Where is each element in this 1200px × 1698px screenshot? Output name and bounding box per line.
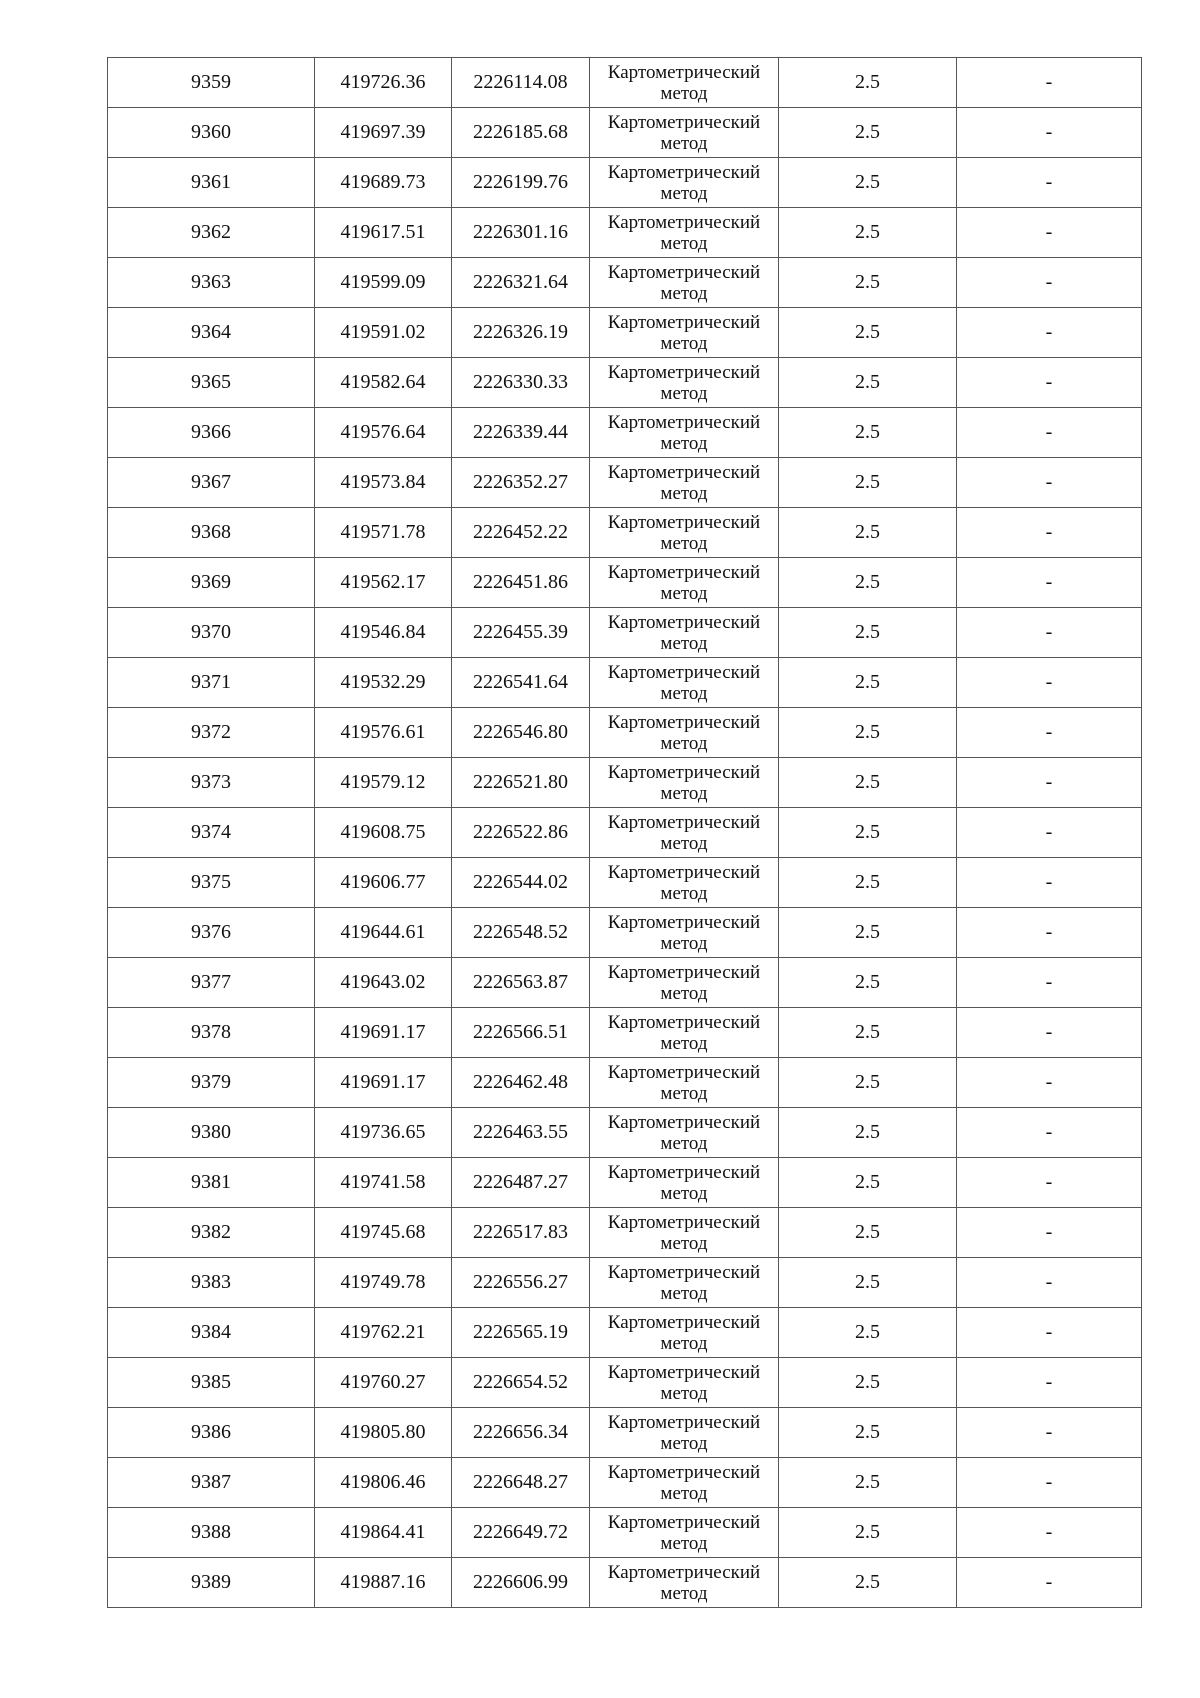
x-coordinate-cell: 419571.78 (315, 508, 452, 558)
description-cell: - (957, 308, 1142, 358)
description-cell: - (957, 1158, 1142, 1208)
method-line-1: Картометрический (607, 1211, 761, 1233)
method-cell (590, 1558, 779, 1608)
y-coordinate-cell: 2226339.44 (452, 408, 590, 458)
y-coordinate-cell: 2226462.48 (452, 1058, 590, 1108)
description-cell: - (957, 808, 1142, 858)
method-line-2: метод (660, 1032, 708, 1054)
method-line-2: метод (660, 732, 708, 754)
method-line-2: метод (660, 1182, 708, 1204)
error-value-cell: 2.5 (779, 1508, 957, 1558)
x-coordinate-cell: 419745.68 (315, 1208, 452, 1258)
method-line-1: Картометрический (607, 261, 761, 283)
x-coordinate-cell: 419691.17 (315, 1058, 452, 1108)
y-coordinate-cell: 2226452.22 (452, 508, 590, 558)
method-cell (590, 708, 779, 758)
description-cell: - (957, 158, 1142, 208)
point-number-cell: 9367 (108, 458, 315, 508)
method-line-1: Картометрический (607, 311, 761, 333)
error-value-cell: 2.5 (779, 1058, 957, 1108)
y-coordinate-cell: 2226566.51 (452, 1008, 590, 1058)
table-row (108, 1158, 1142, 1208)
description-cell: - (957, 1108, 1142, 1158)
point-number-cell: 9381 (108, 1158, 315, 1208)
description-cell: - (957, 608, 1142, 658)
description-cell: - (957, 458, 1142, 508)
method-line-1: Картометрический (607, 1411, 761, 1433)
error-value-cell: 2.5 (779, 808, 957, 858)
method-line-2: метод (660, 882, 708, 904)
table-row (108, 558, 1142, 608)
method-cell (590, 158, 779, 208)
error-value-cell: 2.5 (779, 358, 957, 408)
method-line-2: метод (660, 382, 708, 404)
description-cell: - (957, 558, 1142, 608)
y-coordinate-cell: 2226455.39 (452, 608, 590, 658)
x-coordinate-cell: 419736.65 (315, 1108, 452, 1158)
description-cell: - (957, 1408, 1142, 1458)
description-cell: - (957, 258, 1142, 308)
y-coordinate-cell: 2226326.19 (452, 308, 590, 358)
table-row (108, 408, 1142, 458)
table-row (108, 958, 1142, 1008)
method-line-1: Картометрический (607, 1161, 761, 1183)
point-number-cell: 9379 (108, 1058, 315, 1108)
method-cell (590, 1058, 779, 1108)
error-value-cell: 2.5 (779, 708, 957, 758)
description-cell: - (957, 758, 1142, 808)
table-row (108, 1358, 1142, 1408)
point-number-cell: 9389 (108, 1558, 315, 1608)
coordinates-table (107, 57, 1142, 1608)
error-value-cell: 2.5 (779, 1258, 957, 1308)
x-coordinate-cell: 419579.12 (315, 758, 452, 808)
method-line-1: Картометрический (607, 161, 761, 183)
error-value-cell: 2.5 (779, 1408, 957, 1458)
method-line-1: Картометрический (607, 1561, 761, 1583)
x-coordinate-cell: 419691.17 (315, 1008, 452, 1058)
method-line-2: метод (660, 632, 708, 654)
error-value-cell: 2.5 (779, 1358, 957, 1408)
y-coordinate-cell: 2226330.33 (452, 358, 590, 408)
description-cell: - (957, 1208, 1142, 1258)
y-coordinate-cell: 2226352.27 (452, 458, 590, 508)
point-number-cell: 9359 (108, 58, 315, 108)
method-line-1: Картометрический (607, 861, 761, 883)
method-line-2: метод (660, 1232, 708, 1254)
point-number-cell: 9383 (108, 1258, 315, 1308)
table-row (108, 758, 1142, 808)
y-coordinate-cell: 2226451.86 (452, 558, 590, 608)
x-coordinate-cell: 419689.73 (315, 158, 452, 208)
y-coordinate-cell: 2226556.27 (452, 1258, 590, 1308)
x-coordinate-cell: 419697.39 (315, 108, 452, 158)
description-cell: - (957, 1458, 1142, 1508)
point-number-cell: 9374 (108, 808, 315, 858)
method-line-2: метод (660, 832, 708, 854)
point-number-cell: 9363 (108, 258, 315, 308)
method-line-1: Картометрический (607, 1511, 761, 1533)
method-line-1: Картометрический (607, 1111, 761, 1133)
method-line-2: метод (660, 682, 708, 704)
table-row (108, 158, 1142, 208)
method-cell (590, 758, 779, 808)
table-row (108, 1008, 1142, 1058)
method-line-2: метод (660, 1432, 708, 1454)
table-row (108, 358, 1142, 408)
method-cell (590, 608, 779, 658)
y-coordinate-cell: 2226517.83 (452, 1208, 590, 1258)
point-number-cell: 9366 (108, 408, 315, 458)
description-cell: - (957, 958, 1142, 1008)
method-line-1: Картометрический (607, 111, 761, 133)
method-line-1: Картометрический (607, 561, 761, 583)
point-number-cell: 9388 (108, 1508, 315, 1558)
x-coordinate-cell: 419576.61 (315, 708, 452, 758)
table-row (108, 108, 1142, 158)
method-line-1: Картометрический (607, 211, 761, 233)
y-coordinate-cell: 2226199.76 (452, 158, 590, 208)
method-line-1: Картометрический (607, 811, 761, 833)
y-coordinate-cell: 2226654.52 (452, 1358, 590, 1408)
method-cell (590, 358, 779, 408)
y-coordinate-cell: 2226563.87 (452, 958, 590, 1008)
x-coordinate-cell: 419726.36 (315, 58, 452, 108)
method-line-2: метод (660, 982, 708, 1004)
method-cell (590, 458, 779, 508)
method-line-2: метод (660, 482, 708, 504)
description-cell: - (957, 1558, 1142, 1608)
table-row (108, 208, 1142, 258)
point-number-cell: 9360 (108, 108, 315, 158)
y-coordinate-cell: 2226649.72 (452, 1508, 590, 1558)
x-coordinate-cell: 419643.02 (315, 958, 452, 1008)
y-coordinate-cell: 2226648.27 (452, 1458, 590, 1508)
x-coordinate-cell: 419546.84 (315, 608, 452, 658)
table-row (108, 1258, 1142, 1308)
method-cell (590, 808, 779, 858)
error-value-cell: 2.5 (779, 658, 957, 708)
method-line-1: Картометрический (607, 61, 761, 83)
point-number-cell: 9382 (108, 1208, 315, 1258)
method-line-2: метод (660, 332, 708, 354)
point-number-cell: 9384 (108, 1308, 315, 1358)
y-coordinate-cell: 2226301.16 (452, 208, 590, 258)
method-line-2: метод (660, 782, 708, 804)
point-number-cell: 9387 (108, 1458, 315, 1508)
table-row (108, 658, 1142, 708)
method-line-2: метод (660, 182, 708, 204)
table-row (108, 1558, 1142, 1608)
point-number-cell: 9380 (108, 1108, 315, 1158)
point-number-cell: 9371 (108, 658, 315, 708)
description-cell: - (957, 1508, 1142, 1558)
method-line-1: Картометрический (607, 1011, 761, 1033)
method-cell (590, 1108, 779, 1158)
method-line-2: метод (660, 582, 708, 604)
x-coordinate-cell: 419644.61 (315, 908, 452, 958)
method-line-2: метод (660, 532, 708, 554)
y-coordinate-cell: 2226544.02 (452, 858, 590, 908)
error-value-cell: 2.5 (779, 458, 957, 508)
error-value-cell: 2.5 (779, 208, 957, 258)
method-line-1: Картометрический (607, 1261, 761, 1283)
error-value-cell: 2.5 (779, 1308, 957, 1358)
table-row (108, 1108, 1142, 1158)
y-coordinate-cell: 2226321.64 (452, 258, 590, 308)
point-number-cell: 9385 (108, 1358, 315, 1408)
table-row (108, 508, 1142, 558)
description-cell: - (957, 1358, 1142, 1408)
method-cell (590, 258, 779, 308)
method-cell (590, 108, 779, 158)
point-number-cell: 9365 (108, 358, 315, 408)
description-cell: - (957, 58, 1142, 108)
description-cell: - (957, 1058, 1142, 1108)
x-coordinate-cell: 419573.84 (315, 458, 452, 508)
method-cell (590, 1308, 779, 1358)
table-row (108, 1208, 1142, 1258)
error-value-cell: 2.5 (779, 608, 957, 658)
error-value-cell: 2.5 (779, 1558, 957, 1608)
method-cell (590, 1508, 779, 1558)
table-row (108, 308, 1142, 358)
method-cell (590, 858, 779, 908)
y-coordinate-cell: 2226565.19 (452, 1308, 590, 1358)
method-line-2: метод (660, 1532, 708, 1554)
x-coordinate-cell: 419760.27 (315, 1358, 452, 1408)
table-row (108, 1458, 1142, 1508)
y-coordinate-cell: 2226548.52 (452, 908, 590, 958)
description-cell: - (957, 708, 1142, 758)
table-row (108, 908, 1142, 958)
x-coordinate-cell: 419741.58 (315, 1158, 452, 1208)
method-line-2: метод (660, 1282, 708, 1304)
table-row (108, 1308, 1142, 1358)
y-coordinate-cell: 2226487.27 (452, 1158, 590, 1208)
point-number-cell: 9362 (108, 208, 315, 258)
description-cell: - (957, 508, 1142, 558)
method-cell (590, 1458, 779, 1508)
method-cell (590, 658, 779, 708)
y-coordinate-cell: 2226463.55 (452, 1108, 590, 1158)
method-line-1: Картометрический (607, 361, 761, 383)
y-coordinate-cell: 2226114.08 (452, 58, 590, 108)
error-value-cell: 2.5 (779, 858, 957, 908)
method-line-1: Картометрический (607, 411, 761, 433)
point-number-cell: 9375 (108, 858, 315, 908)
error-value-cell: 2.5 (779, 258, 957, 308)
method-cell (590, 408, 779, 458)
y-coordinate-cell: 2226606.99 (452, 1558, 590, 1608)
table-row (108, 58, 1142, 108)
method-cell (590, 208, 779, 258)
coordinates-table-body (108, 58, 1142, 1608)
method-cell (590, 308, 779, 358)
description-cell: - (957, 908, 1142, 958)
description-cell: - (957, 108, 1142, 158)
error-value-cell: 2.5 (779, 908, 957, 958)
method-cell (590, 1358, 779, 1408)
point-number-cell: 9370 (108, 608, 315, 658)
error-value-cell: 2.5 (779, 508, 957, 558)
method-cell (590, 1408, 779, 1458)
method-line-2: метод (660, 1082, 708, 1104)
y-coordinate-cell: 2226185.68 (452, 108, 590, 158)
table-row (108, 458, 1142, 508)
point-number-cell: 9364 (108, 308, 315, 358)
error-value-cell: 2.5 (779, 758, 957, 808)
point-number-cell: 9376 (108, 908, 315, 958)
description-cell: - (957, 358, 1142, 408)
table-row (108, 808, 1142, 858)
error-value-cell: 2.5 (779, 558, 957, 608)
method-line-2: метод (660, 1482, 708, 1504)
table-row (108, 708, 1142, 758)
x-coordinate-cell: 419749.78 (315, 1258, 452, 1308)
method-cell (590, 58, 779, 108)
table-row (108, 1408, 1142, 1458)
method-line-1: Картометрический (607, 1361, 761, 1383)
method-cell (590, 1208, 779, 1258)
method-line-2: метод (660, 282, 708, 304)
point-number-cell: 9377 (108, 958, 315, 1008)
method-line-2: метод (660, 82, 708, 104)
point-number-cell: 9373 (108, 758, 315, 808)
description-cell: - (957, 1308, 1142, 1358)
table-row (108, 1508, 1142, 1558)
description-cell: - (957, 858, 1142, 908)
error-value-cell: 2.5 (779, 1458, 957, 1508)
description-cell: - (957, 208, 1142, 258)
x-coordinate-cell: 419606.77 (315, 858, 452, 908)
x-coordinate-cell: 419887.16 (315, 1558, 452, 1608)
method-cell (590, 1008, 779, 1058)
method-line-1: Картометрический (607, 1311, 761, 1333)
error-value-cell: 2.5 (779, 958, 957, 1008)
x-coordinate-cell: 419617.51 (315, 208, 452, 258)
method-line-2: метод (660, 932, 708, 954)
description-cell: - (957, 1008, 1142, 1058)
error-value-cell: 2.5 (779, 1108, 957, 1158)
error-value-cell: 2.5 (779, 308, 957, 358)
table-row (108, 258, 1142, 308)
x-coordinate-cell: 419532.29 (315, 658, 452, 708)
description-cell: - (957, 658, 1142, 708)
method-line-1: Картометрический (607, 611, 761, 633)
method-cell (590, 508, 779, 558)
method-line-1: Картометрический (607, 1461, 761, 1483)
method-cell (590, 958, 779, 1008)
method-line-2: метод (660, 1332, 708, 1354)
method-line-1: Картометрический (607, 661, 761, 683)
y-coordinate-cell: 2226546.80 (452, 708, 590, 758)
point-number-cell: 9368 (108, 508, 315, 558)
x-coordinate-cell: 419582.64 (315, 358, 452, 408)
point-number-cell: 9372 (108, 708, 315, 758)
method-cell (590, 908, 779, 958)
error-value-cell: 2.5 (779, 58, 957, 108)
method-line-2: метод (660, 1582, 708, 1604)
table-row (108, 858, 1142, 908)
x-coordinate-cell: 419599.09 (315, 258, 452, 308)
method-line-2: метод (660, 1132, 708, 1154)
y-coordinate-cell: 2226522.86 (452, 808, 590, 858)
y-coordinate-cell: 2226656.34 (452, 1408, 590, 1458)
method-line-1: Картометрический (607, 1061, 761, 1083)
method-line-1: Картометрический (607, 711, 761, 733)
method-cell (590, 1258, 779, 1308)
error-value-cell: 2.5 (779, 408, 957, 458)
x-coordinate-cell: 419562.17 (315, 558, 452, 608)
x-coordinate-cell: 419576.64 (315, 408, 452, 458)
x-coordinate-cell: 419608.75 (315, 808, 452, 858)
method-line-2: метод (660, 1382, 708, 1404)
table-row (108, 1058, 1142, 1108)
description-cell: - (957, 1258, 1142, 1308)
error-value-cell: 2.5 (779, 1208, 957, 1258)
method-line-1: Картометрический (607, 461, 761, 483)
error-value-cell: 2.5 (779, 108, 957, 158)
error-value-cell: 2.5 (779, 158, 957, 208)
x-coordinate-cell: 419805.80 (315, 1408, 452, 1458)
table-row (108, 608, 1142, 658)
method-cell (590, 558, 779, 608)
point-number-cell: 9386 (108, 1408, 315, 1458)
method-line-2: метод (660, 132, 708, 154)
method-line-2: метод (660, 432, 708, 454)
method-line-2: метод (660, 232, 708, 254)
x-coordinate-cell: 419864.41 (315, 1508, 452, 1558)
method-cell (590, 1158, 779, 1208)
point-number-cell: 9361 (108, 158, 315, 208)
point-number-cell: 9369 (108, 558, 315, 608)
y-coordinate-cell: 2226541.64 (452, 658, 590, 708)
y-coordinate-cell: 2226521.80 (452, 758, 590, 808)
x-coordinate-cell: 419762.21 (315, 1308, 452, 1358)
method-line-1: Картометрический (607, 961, 761, 983)
error-value-cell: 2.5 (779, 1158, 957, 1208)
method-line-1: Картометрический (607, 911, 761, 933)
point-number-cell: 9378 (108, 1008, 315, 1058)
method-line-1: Картометрический (607, 761, 761, 783)
method-line-1: Картометрический (607, 511, 761, 533)
x-coordinate-cell: 419806.46 (315, 1458, 452, 1508)
x-coordinate-cell: 419591.02 (315, 308, 452, 358)
error-value-cell: 2.5 (779, 1008, 957, 1058)
description-cell: - (957, 408, 1142, 458)
